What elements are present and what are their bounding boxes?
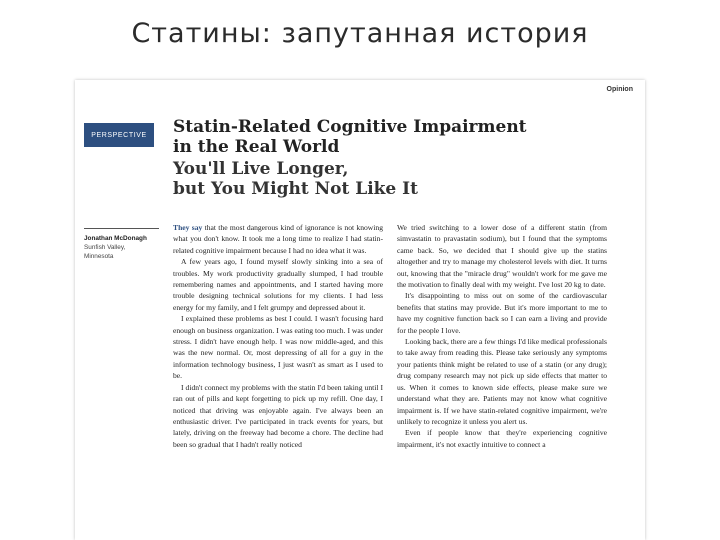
author-byline bbox=[84, 234, 164, 261]
perspective-badge: PERSPECTIVE bbox=[84, 123, 154, 147]
lead-in: They say bbox=[173, 223, 203, 232]
article-subhead bbox=[173, 159, 623, 199]
paragraph: We tried switching to a lower dose of a different statin (from simvastatin to pravastatin sodium), but I found that the symptoms came back. So, we decided that I should give up the statins altogether and try to manage my cholesterol levels with diet. It turns out, knowing that the "miracle drug" wouldn't work for me gave me the motivation to finally deal with my weight. I've lost 20 kg to date. bbox=[397, 223, 607, 290]
paragraph bbox=[173, 222, 383, 256]
author-name: Jonathan McDonagh bbox=[84, 235, 147, 242]
paragraph: I explained these problems as best I could. I wasn't focusing hard enough on business organization. I was eating too much. I was under stress. I didn't have enough help. I was now middle-aged, and this was the new normal. Or, most depressing of all for a guy in the information technology business, I just wasn't as smart as I used to be. bbox=[173, 314, 383, 381]
body-column-right bbox=[397, 222, 607, 450]
article-page bbox=[75, 80, 645, 540]
author-divider bbox=[84, 228, 159, 229]
paragraph-text: that the most dangerous kind of ignorance is not knowing what you don't know. It took me a long time to realize I had statin-related cognitive impairment because I had no idea what it was. bbox=[173, 223, 383, 255]
author-location-1: Sunfish Valley, bbox=[84, 244, 126, 251]
headline-line-1: Statin-Related Cognitive Impairment bbox=[173, 117, 527, 137]
slide-title: Статины: запутанная история bbox=[131, 18, 589, 49]
article-headline bbox=[173, 117, 623, 157]
paragraph: I didn't connect my problems with the statin I'd been taking until I ran out of pills and kept forgetting to pick up my refill. One day, I noticed that driving was enjoyable again. I've always been an enthusiastic driver. I've participated in track events for years, but lately, driving on the freeway had become a chore. The decline had been so gradual that I hadn't really noticed bbox=[173, 382, 383, 449]
paragraph: It's disappointing to miss out on some of the cardiovascular benefits that statins may provide. But it's more important to me to have my cognitive function back so I can earn a living and provide for the people I love. bbox=[397, 291, 607, 335]
paragraph: Even if people know that they're experiencing cognitive impairment, it's not exactly intuitive to connect a bbox=[397, 428, 607, 449]
author-location-2: Minnesota bbox=[84, 253, 114, 260]
subhead-line-2: but You Might Not Like It bbox=[173, 179, 418, 199]
section-label: Opinion bbox=[606, 86, 633, 93]
subhead-line-1: You'll Live Longer, bbox=[173, 159, 349, 179]
paragraph: A few years ago, I found myself slowly sinking into a sea of troubles. My work productivity gradually slumped, I had trouble remembering names and appointments, and I started having more trouble designing technical solutions for my clients. I had less energy for my family, and I felt grumpy and depressed about it. bbox=[173, 257, 383, 312]
paragraph: Looking back, there are a few things I'd like medical professionals to take away from reading this. Please take seriously any symptoms your patients think might be related to use of a statin (or any drug); drug company research may not pick up side effects that matter to us. When it comes to known side effects, please make sure we understand what they are. Patients may not know what cognitive impairment is. If we have statin-related cognitive impairment, we're unlikely to recognize it unless you alert us. bbox=[397, 337, 607, 426]
body-column-left bbox=[173, 222, 383, 450]
headline-line-2: in the Real World bbox=[173, 137, 340, 157]
